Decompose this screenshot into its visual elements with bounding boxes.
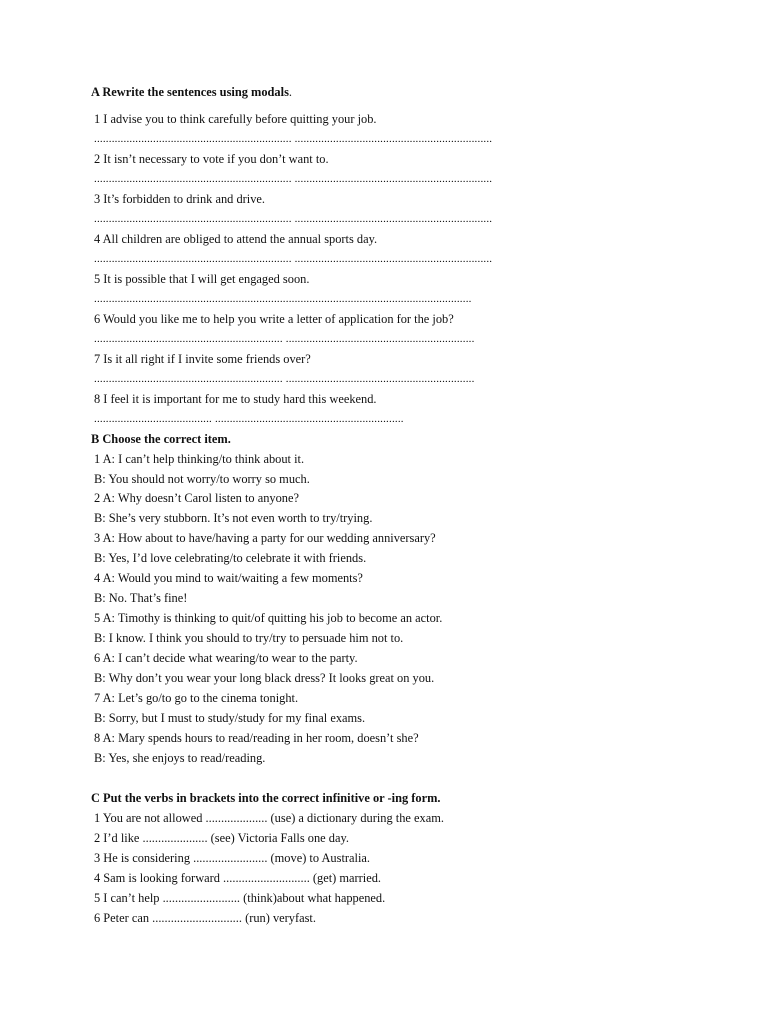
section-a-answer-line-8[interactable]: ........................................ ................................................................ bbox=[94, 413, 404, 425]
section-a-answer-line-1[interactable]: ................................................................... ................................................................... bbox=[94, 133, 493, 145]
section-b-line-16[interactable]: B: Yes, she enjoys to read/reading. bbox=[94, 751, 266, 765]
section-b-line-10[interactable]: B: I know. I think you should to try/try to persuade him not to. bbox=[94, 631, 404, 645]
section-c-line-4[interactable]: 4 Sam is looking forward ............................ (get) married. bbox=[94, 871, 381, 885]
section-a-answer-line-4[interactable]: ................................................................... ................................................................... bbox=[94, 253, 493, 265]
section-a-answer-line-6[interactable]: ................................................................ ................................................................ bbox=[94, 333, 475, 345]
section-a-item-3: 3 It’s forbidden to drink and drive. bbox=[94, 192, 266, 206]
section-c-line-3[interactable]: 3 He is considering ........................ (move) to Australia. bbox=[94, 851, 370, 865]
section-a-heading bbox=[91, 85, 292, 100]
section-b-heading: B Choose the correct item. bbox=[91, 432, 231, 446]
section-b-line-15[interactable]: 8 A: Mary spends hours to read/reading in her room, doesn’t she? bbox=[94, 731, 419, 745]
section-a-answer-line-5[interactable]: ................................................................................................................................ bbox=[94, 293, 472, 305]
section-b-line-5[interactable]: 3 A: How about to have/having a party for our wedding anniversary? bbox=[94, 531, 436, 545]
section-b-line-2[interactable]: B: You should not worry/to worry so much. bbox=[94, 472, 310, 486]
section-b-line-9[interactable]: 5 A: Timothy is thinking to quit/of quitting his job to become an actor. bbox=[94, 611, 443, 625]
section-b-line-14[interactable]: B: Sorry, but I must to study/study for my final exams. bbox=[94, 711, 366, 725]
section-c-line-6[interactable]: 6 Peter can ............................. (run) veryfast. bbox=[94, 911, 316, 925]
section-b-line-13[interactable]: 7 A: Let’s go/to go to the cinema tonight. bbox=[94, 691, 299, 705]
section-a-item-8: 8 I feel it is important for me to study hard this weekend. bbox=[94, 392, 377, 406]
section-c-heading: C Put the verbs in brackets into the correct infinitive or -ing form. bbox=[91, 791, 441, 805]
section-b-line-7[interactable]: 4 A: Would you mind to wait/waiting a few moments? bbox=[94, 571, 363, 585]
section-a-title: A Rewrite the sentences using modals bbox=[91, 85, 289, 99]
section-a-item-2: 2 It isn’t necessary to vote if you don’t want to. bbox=[94, 152, 329, 166]
section-a-item-4: 4 All children are obliged to attend the annual sports day. bbox=[94, 232, 378, 246]
section-b-line-3: 2 A: Why doesn’t Carol listen to anyone? bbox=[94, 491, 299, 505]
section-a-item-7: 7 Is it all right if I invite some friends over? bbox=[94, 352, 311, 366]
section-a-item-6: 6 Would you like me to help you write a letter of application for the job? bbox=[94, 312, 454, 326]
section-b-line-6[interactable]: B: Yes, I’d love celebrating/to celebrate it with friends. bbox=[94, 551, 367, 565]
section-a-title-suffix: . bbox=[288, 85, 293, 99]
section-c-line-2[interactable]: 2 I’d like ..................... (see) Victoria Falls one day. bbox=[94, 831, 349, 845]
section-b-line-1[interactable]: 1 A: I can’t help thinking/to think about it. bbox=[94, 452, 305, 466]
section-b-line-4[interactable]: B: She’s very stubborn. It’s not even worth to try/trying. bbox=[94, 511, 373, 525]
section-c-line-1[interactable]: 1 You are not allowed .................... (use) a dictionary during the exam. bbox=[94, 811, 444, 825]
section-a-answer-line-2[interactable]: ................................................................... ................................................................... bbox=[94, 173, 493, 185]
section-a-item-1: 1 I advise you to think carefully before quitting your job. bbox=[94, 112, 377, 126]
section-c-line-5[interactable]: 5 I can’t help ......................... (think)about what happened. bbox=[94, 891, 386, 905]
section-a-answer-line-7[interactable]: ................................................................ ................................................................ bbox=[94, 373, 475, 385]
section-b-line-11[interactable]: 6 A: I can’t decide what wearing/to wear to the party. bbox=[94, 651, 358, 665]
section-a-item-5: 5 It is possible that I will get engaged soon. bbox=[94, 272, 310, 286]
section-b-line-8: B: No. That’s fine! bbox=[94, 591, 188, 605]
section-a-answer-line-3[interactable]: ................................................................... ................................................................... bbox=[94, 213, 493, 225]
section-b-line-12: B: Why don’t you wear your long black dress? It looks great on you. bbox=[94, 671, 435, 685]
